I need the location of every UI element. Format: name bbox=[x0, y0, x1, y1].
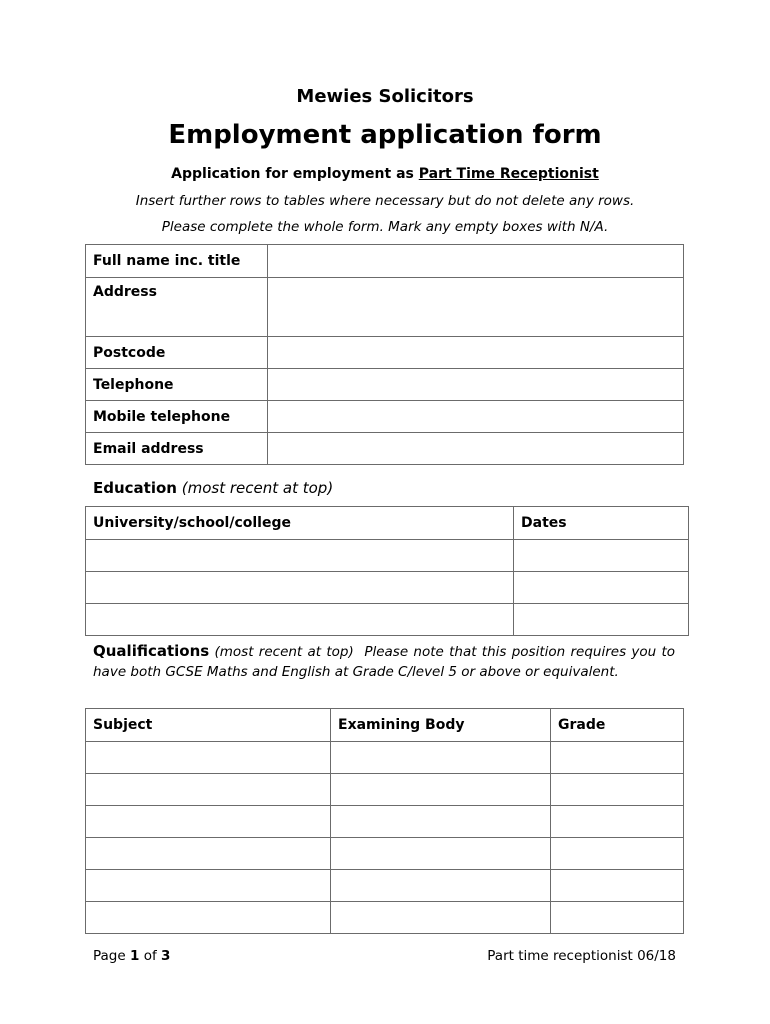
qualifications-table bbox=[85, 708, 684, 934]
column-header: Examining Body bbox=[331, 709, 551, 742]
mobile-telephone-field[interactable] bbox=[268, 401, 684, 433]
qualifications-note: Please note that this position requires you to have both GCSE Maths and English at Grade C/level 5 or above or equivalent. bbox=[93, 644, 676, 680]
page-word: Page bbox=[93, 948, 126, 964]
table-row bbox=[86, 870, 684, 902]
table-row bbox=[86, 433, 684, 465]
full-name-field[interactable] bbox=[268, 245, 684, 278]
qualifications-title: Qualifications bbox=[93, 642, 210, 660]
table-row bbox=[86, 540, 689, 572]
dates-cell[interactable] bbox=[514, 604, 689, 636]
subject-cell[interactable] bbox=[86, 838, 331, 870]
examining-body-cell[interactable] bbox=[331, 742, 551, 774]
page-total: 3 bbox=[161, 948, 171, 964]
grade-cell[interactable] bbox=[551, 902, 684, 934]
qualifications-heading bbox=[93, 642, 675, 682]
field-label: Telephone bbox=[86, 369, 268, 401]
personal-details-table bbox=[85, 244, 684, 465]
form-title: Employment application form bbox=[168, 120, 602, 150]
grade-cell[interactable] bbox=[551, 838, 684, 870]
field-label: Postcode bbox=[86, 337, 268, 369]
education-table bbox=[85, 506, 689, 636]
table-row bbox=[86, 806, 684, 838]
table-row bbox=[86, 369, 684, 401]
page-of: of bbox=[143, 948, 157, 964]
email-address-field[interactable] bbox=[268, 433, 684, 465]
subject-cell[interactable] bbox=[86, 870, 331, 902]
grade-cell[interactable] bbox=[551, 806, 684, 838]
instruction-rows: Insert further rows to tables where necessary but do not delete any rows. bbox=[135, 193, 635, 209]
table-row bbox=[86, 774, 684, 806]
subject-cell[interactable] bbox=[86, 902, 331, 934]
examining-body-cell[interactable] bbox=[331, 806, 551, 838]
dates-cell[interactable] bbox=[514, 540, 689, 572]
subject-cell[interactable] bbox=[86, 742, 331, 774]
column-header: University/school/college bbox=[86, 507, 514, 540]
page-current: 1 bbox=[129, 948, 140, 964]
address-field[interactable] bbox=[268, 278, 684, 337]
qualifications-subtitle: (most recent at top) bbox=[214, 644, 354, 660]
table-row bbox=[86, 278, 684, 337]
institution-cell[interactable] bbox=[86, 572, 514, 604]
table-row bbox=[86, 902, 684, 934]
column-header: Dates bbox=[514, 507, 689, 540]
examining-body-cell[interactable] bbox=[331, 774, 551, 806]
field-label: Email address bbox=[86, 433, 268, 465]
field-label: Mobile telephone bbox=[86, 401, 268, 433]
grade-cell[interactable] bbox=[551, 870, 684, 902]
subject-cell[interactable] bbox=[86, 806, 331, 838]
table-row bbox=[86, 401, 684, 433]
column-header: Grade bbox=[551, 709, 684, 742]
firm-name: Mewies Solicitors bbox=[296, 86, 474, 107]
table-row bbox=[86, 245, 684, 278]
position-prefix: Application for employment as bbox=[171, 166, 419, 182]
grade-cell[interactable] bbox=[551, 774, 684, 806]
education-subtitle: (most recent at top) bbox=[181, 479, 334, 497]
column-header: Subject bbox=[86, 709, 331, 742]
table-row bbox=[86, 604, 689, 636]
education-heading bbox=[93, 479, 333, 497]
table-header-row bbox=[86, 507, 689, 540]
telephone-field[interactable] bbox=[268, 369, 684, 401]
examining-body-cell[interactable] bbox=[331, 870, 551, 902]
table-row bbox=[86, 838, 684, 870]
dates-cell[interactable] bbox=[514, 572, 689, 604]
table-header-row bbox=[86, 709, 684, 742]
position-line bbox=[0, 166, 770, 182]
document-reference: Part time receptionist 06/18 bbox=[487, 948, 676, 964]
subject-cell[interactable] bbox=[86, 774, 331, 806]
institution-cell[interactable] bbox=[86, 540, 514, 572]
table-row bbox=[86, 572, 689, 604]
postcode-field[interactable] bbox=[268, 337, 684, 369]
education-title: Education bbox=[93, 479, 177, 497]
field-label: Address bbox=[86, 278, 268, 337]
instruction-complete: Please complete the whole form. Mark any empty boxes with N/A. bbox=[161, 219, 609, 235]
institution-cell[interactable] bbox=[86, 604, 514, 636]
table-row bbox=[86, 742, 684, 774]
page-number bbox=[93, 948, 170, 964]
table-row bbox=[86, 337, 684, 369]
examining-body-cell[interactable] bbox=[331, 902, 551, 934]
field-label: Full name inc. title bbox=[86, 245, 268, 278]
position-name: Part Time Receptionist bbox=[418, 166, 599, 182]
grade-cell[interactable] bbox=[551, 742, 684, 774]
examining-body-cell[interactable] bbox=[331, 838, 551, 870]
